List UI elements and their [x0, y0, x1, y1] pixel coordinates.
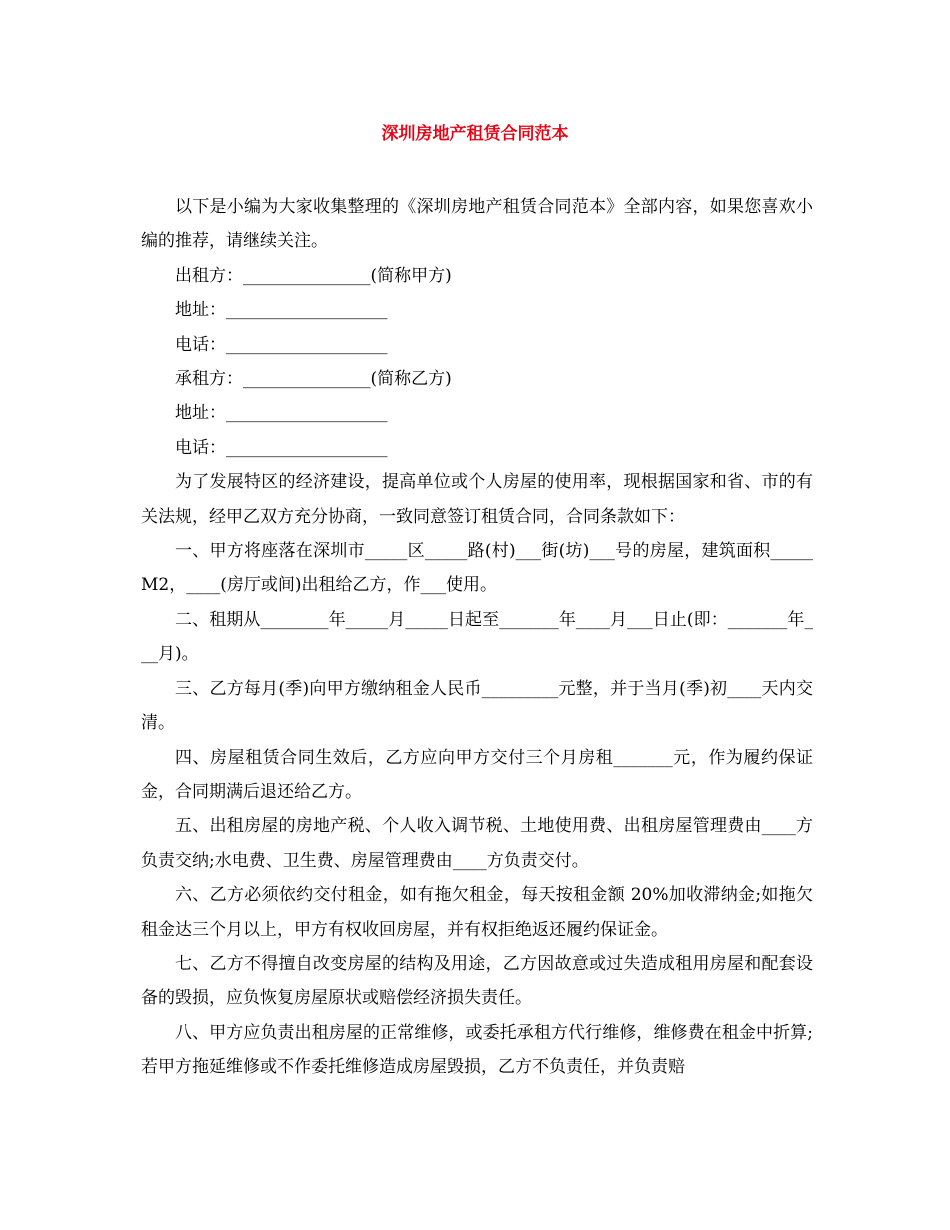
lessor-phone-line: 电话：___________________ — [175, 334, 388, 355]
clause-2: 二、租期从________年_____月_____日起至_______年____月___日止(即：_______年___月)。 — [141, 609, 813, 665]
clause-3: 三、乙方每月(季)向甲方缴纳租金人民币_________元整，并于当月(季)初____天内交清。 — [141, 678, 813, 734]
clause-1: 一、甲方将座落在深圳市_____区_____路(村)___街(坊)___号的房屋，建筑面积_____M2，____(房厅或间)出租给乙方，作___使用。 — [141, 541, 813, 596]
clause-6: 六、乙方必须依约交付租金，如有拖欠租金，每天按租金额 20%加收滞纳金;如拖欠租金达三个月以上，甲方有权收回房屋，并有权拒绝返还履约保证金。 — [141, 885, 813, 940]
clause-8: 八、甲方应负责出租房屋的正常维修，或委托承租方代行维修，维修费在租金中折算;若甲方拖延维修或不作委托维修造成房屋毁损，乙方不负责任，并负责赔 — [141, 1022, 813, 1078]
document-body — [141, 190, 813, 1085]
clause-7: 七、乙方不得擅自改变房屋的结构及用途，乙方因故意或过失造成租用房屋和配套设备的毁损，应负恢复房屋原状或赔偿经济损失责任。 — [141, 953, 813, 1009]
lessor-line: 出租方：_______________(简称甲方) — [175, 265, 452, 286]
preamble-paragraph: 为了发展特区的经济建设，提高单位或个人房屋的使用率，现根据国家和省、市的有关法规，经甲乙双方充分协商，一致同意签订租赁合同，合同条款如下： — [141, 472, 813, 527]
lessee-phone-line: 电话：___________________ — [175, 437, 388, 458]
clause-5: 五、出租房屋的房地产税、个人收入调节税、土地使用费、出租房屋管理费由____方负责交纳;水电费、卫生费、房屋管理费由____方负责交付。 — [141, 816, 813, 871]
intro-paragraph: 以下是小编为大家收集整理的《深圳房地产租赁合同范本》全部内容，如果您喜欢小编的推荐，请继续关注。 — [141, 197, 813, 252]
lessor-address-line: 地址：___________________ — [175, 300, 388, 321]
clause-4: 四、房屋租赁合同生效后，乙方应向甲方交付三个月房租_______元，作为履约保证金，合同期满后退还给乙方。 — [141, 747, 813, 802]
document-title: 深圳房地产租赁合同范本 — [381, 124, 569, 144]
lessee-line: 承租方：_______________(简称乙方) — [175, 369, 452, 390]
lessee-address-line: 地址：___________________ — [175, 403, 388, 424]
